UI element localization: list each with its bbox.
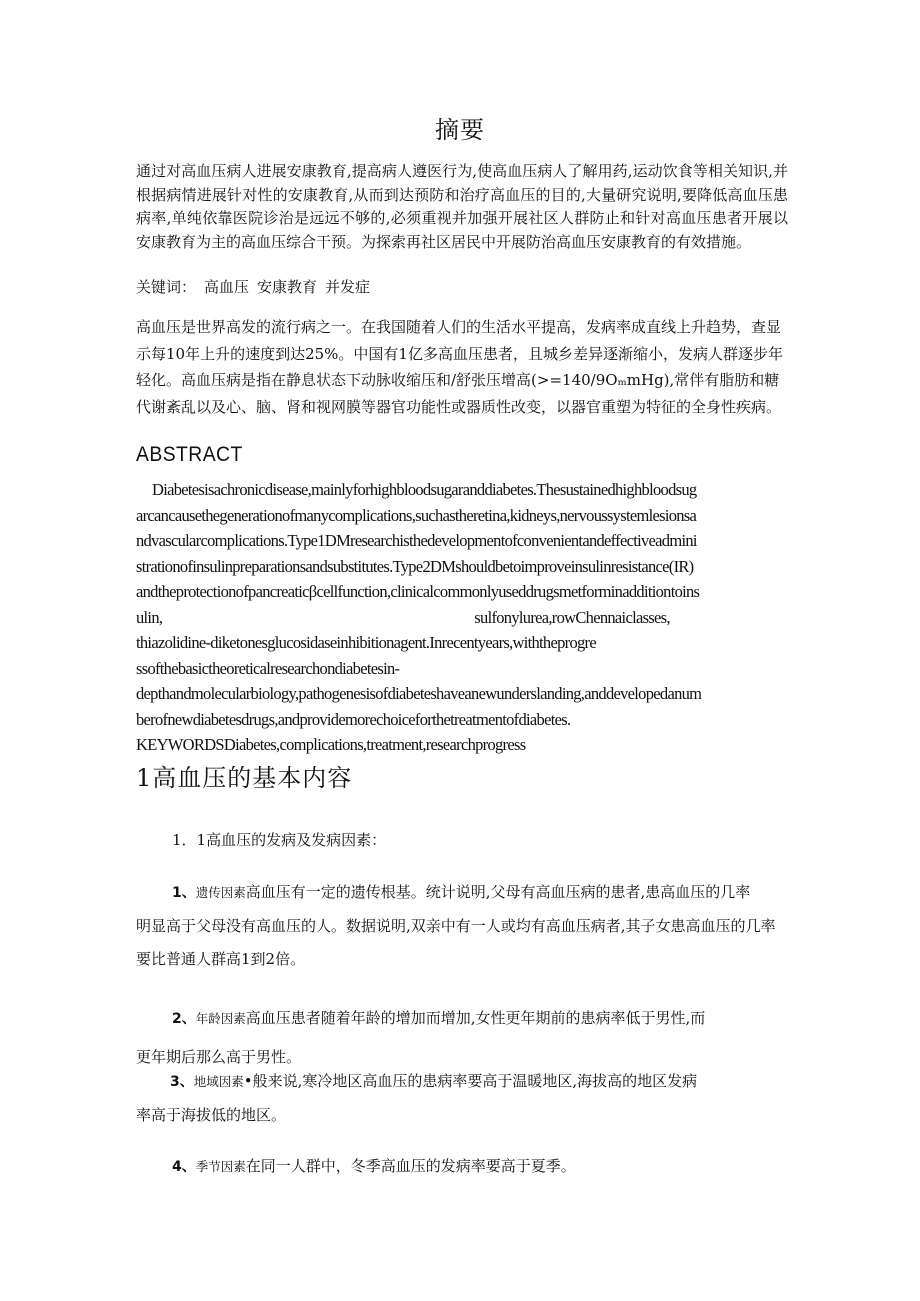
factor-tag: 地域因素 [193, 1074, 244, 1089]
abstract-line: ssofthebasictheoreticalresearchondiabetesin- [136, 658, 400, 678]
factor-region [136, 1065, 776, 1132]
english-abstract [136, 477, 786, 758]
keyword: 高血压 [204, 278, 250, 296]
abstract-line: ndvascularcomplications.Type1DMresearchisthedevelopmentofconvenientandeffectiveadmini [136, 531, 697, 550]
abstract-fragment: ulin, [136, 607, 163, 627]
factor-genetic [136, 876, 776, 976]
factor-text: 在同一人群中，冬季高血压的发病率要高于夏季。 [245, 1157, 576, 1175]
abstract-heading: ABSTRACT [136, 443, 243, 466]
factor-number: 4、 [172, 1159, 196, 1175]
abstract-fragment: sulfonylurea,rowChennaiclasses, [474, 607, 670, 627]
keyword: 并发症 [325, 278, 371, 296]
chinese-keywords [136, 277, 788, 297]
factor-number: 3、 [170, 1074, 194, 1090]
subsection-heading: 1．1高血压的发病及发病因素： [172, 831, 387, 849]
page-title: 摘要 [435, 116, 485, 144]
abstract-line: arcancausethegenerationofmanycomplications,suchastheretina,kidneys,nervoussystemlesionsa [136, 505, 697, 525]
abstract-line-split [136, 605, 786, 631]
keyword: 安康教育 [257, 278, 318, 296]
factor-number: 2、 [172, 1011, 196, 1027]
abstract-line: berofnewdiabetesdrugs,andprovidemorechoiceforthetreatmentofdiabetes. [136, 709, 571, 729]
introduction-paragraph: 高血压是世界高发的流行病之一。在我国随着人们的生活水平提高，发病率成直线上升趋势，查显示每10年上升的速度到达25%。中国有1亿多高血压患者，且城乡差异逐渐缩小，发病人群逐步年轻化。高血压病是指在静息状态下动脉收缩压和/舒张压增高(>=140/9OₘmHg),常伴有脂肪和糖代谢紊乱以及心、脑、肾和视网膜等器官功能性或器质性改变，以器官重塑为特征的全身性疾病。 [136, 318, 783, 416]
english-keywords: KEYWORDSDiabetes,complications,treatment,researchprogress [136, 735, 526, 754]
factor-tag: 季节因素 [195, 1159, 246, 1174]
factor-text: •般来说,寒冷地区高血压的患病率要高于温暖地区,海拔高的地区发病 [243, 1072, 698, 1090]
keywords-label: 关键词： [136, 278, 197, 296]
factor-tag: 遗传因素 [195, 885, 246, 900]
abstract-line: thiazolidine-diketonesglucosidaseinhibitionagent.Inrecentyears,withtheprogre [136, 633, 596, 652]
factor-tag: 年龄因素 [195, 1011, 246, 1026]
abstract-line: strationofinsulinpreparationsandsubstitutes.Type2DMshouldbetoimproveinsulinresistance(IR) [136, 556, 694, 576]
chinese-abstract: 通过对高血压病人进展安康教育,提高病人遵医行为,使高血压病人了解用药,运动饮食等相关知识,并根据病情进展针对性的安康教育,从而到达预防和治疗高血压的目的,大量研究说明,要降低高血压患病率,单纯依靠医院诊治是远远不够的,必须重视并加强开展社区人群防止和针对高血压患者开展以安康教育为主的高血压综合干预。为探索再社区居民中开展防治高血压安康教育的有效措施。 [136, 162, 788, 251]
abstract-line: Diabetesisachronicdisease,mainlyforhighbloodsugaranddiabetes.Thesustainedhighbloodsug [152, 480, 697, 499]
factor-text-cont: 明显高于父母没有高血压的人。数据说明,双亲中有一人或均有高血压病者,其子女患高血压的几率要比普通人群高1到2倍。 [136, 917, 776, 968]
factor-text: 高血压患者随着年龄的增加而增加,女性更年期前的患病率低于男性,而 [245, 1009, 706, 1027]
section-heading: 1高血压的基本内容 [136, 764, 353, 792]
factor-text: 高血压有一定的遗传根基。统计说明,父母有高血压病的患者,患高血压的几率 [245, 883, 751, 901]
factor-season [136, 1150, 776, 1184]
abstract-line: depthandmolecularbiology,pathogenesisofdiabeteshaveanewunderslanding,anddevelopedanum [136, 684, 702, 703]
abstract-line: andtheprotectionofpancreaticβcellfunction,clinicalcommonlyuseddrugsmetforminadditiontoins [136, 582, 700, 601]
factor-number: 1、 [172, 885, 196, 901]
factor-text-cont: 率高于海拔低的地区。 [136, 1106, 287, 1124]
factor-text-cont: 更年期后那么高于男性。 [136, 1048, 302, 1066]
